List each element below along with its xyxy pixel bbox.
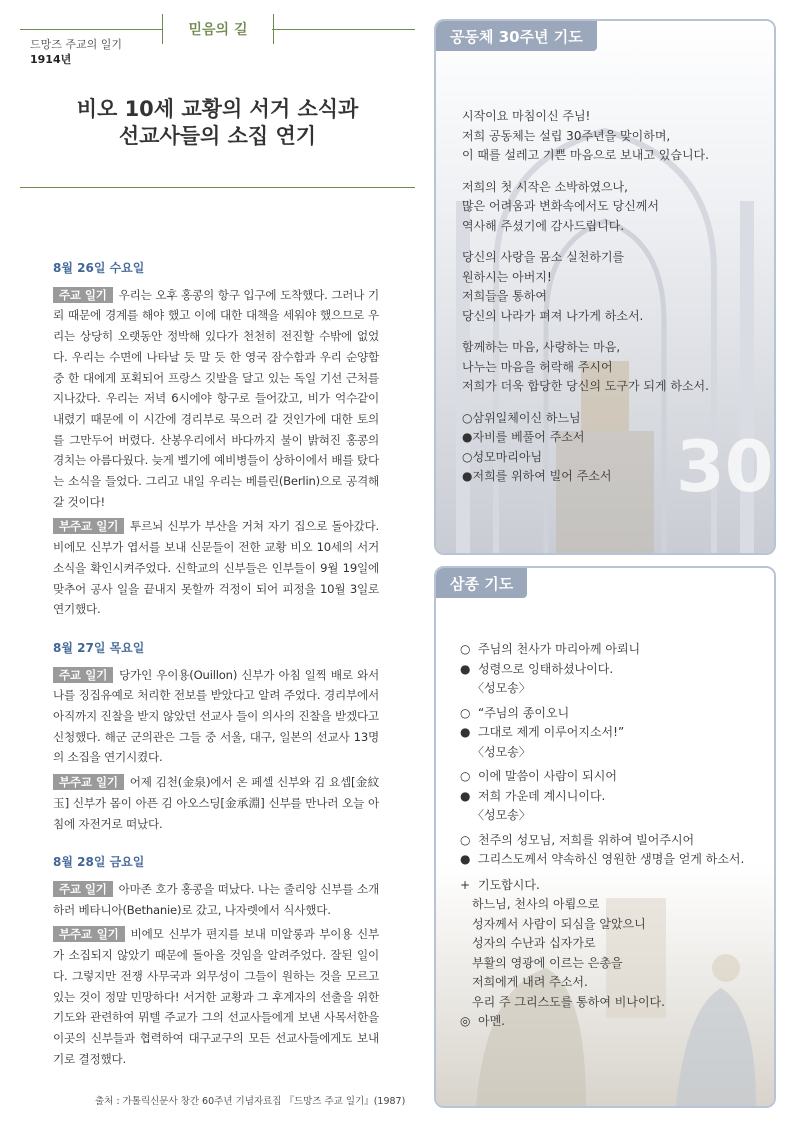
angelus-verse-group	[460, 704, 776, 763]
closing-intro: 기도합시다.	[478, 877, 540, 892]
prayer-line: 나누는 마음을 허락해 주시어	[462, 359, 613, 374]
litany-line	[462, 409, 762, 429]
prayer-30th-panel	[434, 19, 776, 555]
prayer-line: 원하시는 아버지!	[462, 269, 552, 284]
open-circle-icon: ○	[460, 705, 471, 720]
angelus-verse-group	[460, 767, 776, 826]
filled-circle-icon: ●	[462, 430, 473, 444]
closing-line: 성자의 수난과 십자가로	[472, 936, 596, 950]
versicle-text: 천주의 성모님, 저희를 위하여 빌어주시어	[478, 832, 695, 847]
open-circle-icon: ○	[460, 832, 471, 847]
stanza	[462, 178, 762, 237]
amen-text: 아멘.	[478, 1014, 505, 1028]
open-circle-icon: ○	[460, 642, 471, 656]
response-text: 그리스도께서 약속하신 영원한 생명을 얻게 하소서.	[478, 852, 745, 866]
response-text: 성령으로 잉태하셨나이다.	[478, 661, 614, 676]
stanza	[462, 248, 762, 326]
entry-text: 당가인 우이용(Ouillon) 신부가 아침 일찍 배로 와서 나를 징집유예로 처리한 전보를 받았다고 알려 주었다. 경리부에서 아직까지 진찰을 받지 않았던 선교사 들이 의사의 진찰을 받겠다고 신청했다. 해군 군의관은 그들 중 서울, 대구, 일본의 선교사 13명의 소집을 연기시켰다.	[53, 667, 379, 765]
day-date: 8월 26일 수요일	[53, 261, 145, 275]
filled-circle-icon: ●	[460, 661, 471, 676]
prayer-line: 함께하는 마음, 사랑하는 마음,	[462, 340, 621, 354]
source-citation: 출처 : 가톨릭신문사 창간 60주년 기념자료집 『드망즈 주교 일기』(1987)	[95, 1096, 406, 1107]
prayer-30th-title: 공동체 30주년 기도	[436, 21, 597, 51]
diary-entry	[53, 924, 379, 1069]
diary-entry	[53, 772, 379, 834]
amen-line	[460, 1012, 776, 1032]
filled-circle-icon: ●	[460, 788, 471, 803]
closing-prayer	[460, 876, 776, 1032]
entry-text: 투르뇌 신부가 부산을 거쳐 자기 집으로 돌아갔다. 비에모 신부가 엽서를 보내 신문들이 전한 교황 비오 10세의 서거 소식을 확인시켜주었다. 신학교의 신부들은 인부들이 9월 19일에 맞추어 공사 일을 끝내지 못할까 걱정이 되어 피정을 10월 3일로 연기했다.	[53, 519, 379, 617]
litany-text: 삼위일체이신 하느님	[472, 410, 581, 425]
prayer-line: 당신의 사랑을 몸소 실천하기를	[462, 250, 625, 264]
prayer-line: 이 때를 설레고 기쁜 마음으로 보내고 있습니다.	[462, 148, 709, 162]
litany	[462, 409, 762, 487]
closing-line: 저희에게 내려 주소서.	[472, 975, 588, 989]
prayer-line: 저희가 더욱 합당한 당신의 도구가 되게 하소서.	[462, 379, 709, 393]
open-circle-icon: ○	[462, 449, 473, 464]
double-circle-icon: ◎	[460, 1014, 471, 1028]
entry-tag: 부주교 일기	[53, 518, 124, 534]
versicle	[460, 831, 776, 851]
diary-body	[53, 258, 379, 1069]
prayer-line: 저희의 첫 시작은 소박하였으나,	[462, 179, 628, 194]
litany-text: 저희를 위하여 빌어 주소서	[472, 469, 612, 483]
entry-tag: 부주교 일기	[53, 774, 124, 790]
source-series: 드망즈 주교의 일기	[30, 38, 123, 51]
stanza	[462, 107, 762, 166]
prayer-line: 시작이요 마침이신 주님!	[462, 109, 591, 123]
angelus-verse-group	[460, 831, 776, 870]
article-title	[20, 96, 415, 150]
angelus-title: 삼종 기도	[436, 568, 527, 598]
entry-text: 비에모 신부가 편지를 보내 미알롱과 부이용 신부가 소집되지 않았기 때문에 돌아올 것임을 알려주었다. 잘된 일이다. 그렇지만 전쟁 사무국과 외무성이 그들이 원하는 것을 모르고 있는 것이 정말 민망하다! 서거한 교황과 그 후계자의 선출을 위한 기도와 관련하여 뮈텔 주교가 그의 선교사들에게 보낸 사목서한을 이곳의 신부들과 협력하여 대구교구의 모든 선교사들에게도 보내기로 결정했다.	[53, 927, 380, 1066]
entry-tag: 주교 일기	[53, 287, 113, 303]
response	[460, 723, 776, 743]
day-date: 8월 27일 목요일	[53, 640, 145, 655]
entry-text: 어제 김천(金泉)에서 온 페셀 신부와 김 요셉[金紋玉] 신부가 몸이 아픈 김 아오스딩[金承淵] 신부를 만나러 오늘 아침에 자전거로 떠났다.	[53, 775, 379, 831]
response-text: 그대로 제게 이루어지소서!”	[478, 725, 625, 739]
prayer-line: 당신의 나라가 펴져 나가게 하소서.	[462, 308, 644, 323]
prayer-line: 역사해 주셨기에 감사드립니다.	[462, 218, 625, 233]
refrain: 〈성모송〉	[472, 808, 531, 822]
versicle-text: 이에 말씀이 사람이 되시어	[478, 769, 617, 783]
response	[460, 660, 776, 680]
entry-text: 아마존 호가 홍콩을 떠났다. 나는 줄리앙 신부를 소개하러 베타니아(Bethanie)로 갔고, 나자렛에서 식사했다.	[53, 881, 379, 917]
diary-entry	[53, 516, 379, 620]
title-line-1: 비오 10세 교황의 서거 소식과	[76, 97, 359, 121]
response-text: 저희 가운데 계시니이다.	[478, 788, 606, 803]
litany-line	[462, 448, 762, 468]
diary-entry	[53, 285, 379, 513]
filled-circle-icon: ●	[462, 469, 473, 483]
prayer-line: 많은 어려움과 변화속에서도 당신께서	[462, 199, 659, 213]
response	[460, 787, 776, 807]
prayer-line: 저희 공동체는 설립 30주년을 맞이하며,	[462, 128, 671, 143]
response	[460, 850, 776, 870]
open-circle-icon: ○	[462, 410, 473, 425]
litany-text: 성모마리아님	[472, 449, 543, 464]
litany-line	[462, 467, 762, 487]
entry-tag: 주교 일기	[53, 667, 113, 683]
entry-tag: 부주교 일기	[53, 926, 125, 942]
diary-entry	[53, 665, 379, 769]
diary-source-label	[30, 37, 122, 67]
closing-intro-line	[460, 876, 776, 896]
angelus-panel	[434, 566, 776, 1108]
angelus-verse-group	[460, 640, 776, 699]
closing-line: 성자께서 사람이 되심을 알았으니	[472, 916, 646, 931]
refrain: 〈성모송〉	[472, 681, 531, 695]
versicle	[460, 640, 776, 660]
entry-tag: 주교 일기	[53, 881, 113, 897]
cross-icon: +	[460, 877, 471, 892]
header-rule-left	[20, 29, 162, 30]
angelus-text	[460, 640, 776, 1032]
diary-year: 1914년	[30, 53, 72, 66]
closing-line: 우리 주 그리스도를 통하여 비나이다.	[472, 994, 665, 1009]
title-line-2: 선교사들의 소집 연기	[118, 124, 317, 148]
litany-text: 자비를 베풀어 주소서	[472, 430, 585, 444]
stanza	[462, 338, 762, 397]
prayer-line: 저희들을 통하여	[462, 289, 547, 303]
header-rule-right	[272, 29, 415, 30]
versicle-text: “주님의 종이오니	[478, 705, 570, 720]
versicle	[460, 767, 776, 787]
refrain: 〈성모송〉	[472, 744, 531, 759]
open-circle-icon: ○	[460, 769, 471, 783]
diary-entry	[53, 879, 379, 920]
prayer-30th-text	[462, 107, 762, 487]
watermark-30: 30	[676, 426, 774, 508]
filled-circle-icon: ●	[460, 725, 471, 739]
closing-line: 부활의 영광에 이르는 은총을	[472, 955, 623, 970]
versicle	[460, 704, 776, 724]
filled-circle-icon: ●	[460, 852, 471, 866]
closing-line: 하느님, 천사의 아룀으로	[472, 897, 600, 911]
versicle-text: 주님의 천사가 마리아께 아뢰니	[478, 642, 641, 656]
title-rule	[20, 187, 415, 188]
section-tab: 믿음의 길	[162, 14, 274, 44]
litany-line	[462, 428, 762, 448]
entry-text: 우리는 오후 홍콩의 항구 입구에 도착했다. 그러나 기뢰 때문에 경계를 해야 했고 이에 대한 대책을 세워야 했으므로 우리는 상당히 오랫동안 정박해 있다가 천천히 전진할 수밖에 없었다. 우리는 수면에 나타날 듯 말 듯 한 영국 잠수함과 우리 순양함 중 한 대에게 포획되어 프랑스 깃발을 달고 있는 독일 기선 근처를 지나갔다. 우리는 저녁 6시에야 항구로 들어갔고, 비가 억수같이 내렸기 때문에 이 시간에 경리부로 묵으러 갈 것인가에 대한 토의를 그만두어 버렸다. 산봉우리에서 바다까지 불이 밝혀진 홍콩의 경치는 아름다웠다. 늦게 벨기에 예비병들이 상하이에서 배를 탔다는 소식을 들었다. 그리고 내일 우리는 베를린(Berlin)으로 공격해 갈 것이다!	[53, 287, 379, 509]
day-date: 8월 28일 금요일	[53, 855, 145, 870]
